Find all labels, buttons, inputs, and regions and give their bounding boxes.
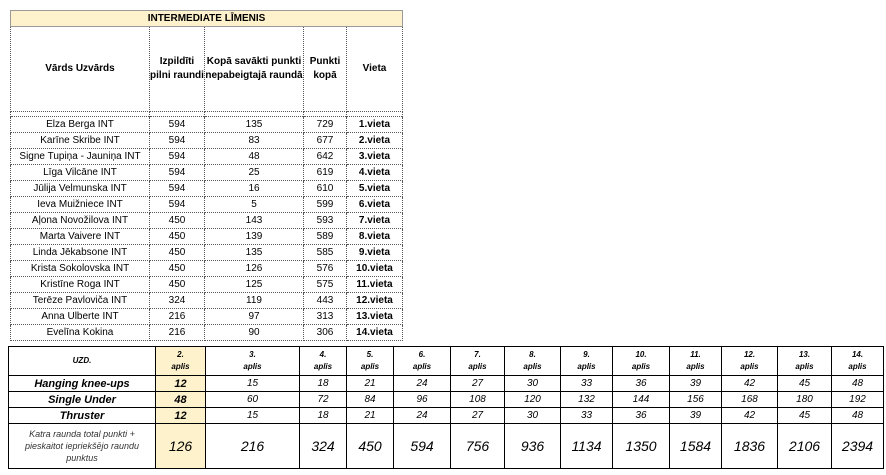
- header-partial-points: Kopā savākti punkti nepabeigtajā raundā: [205, 27, 304, 112]
- full-rounds-points: 594: [150, 149, 205, 165]
- round-header: [561, 347, 613, 376]
- rep-count: 192: [832, 392, 884, 408]
- exercise-name: Thruster: [9, 408, 156, 424]
- full-rounds-points: 594: [150, 181, 205, 197]
- round-total: 216: [206, 424, 300, 469]
- rep-count: 18: [300, 408, 347, 424]
- table-row: [11, 213, 403, 229]
- total-points: 642: [304, 149, 347, 165]
- total-points: 443: [304, 293, 347, 309]
- partial-round-points: 5: [205, 197, 304, 213]
- table-title: INTERMEDIATE LĪMENIS: [11, 11, 403, 27]
- partial-round-points: 119: [205, 293, 304, 309]
- place: 10.vieta: [347, 261, 403, 277]
- partial-round-points: 25: [205, 165, 304, 181]
- round-total: 936: [505, 424, 561, 469]
- participant-name: Kristīne Roga INT: [11, 277, 150, 293]
- full-rounds-points: 594: [150, 133, 205, 149]
- table-row: [11, 309, 403, 325]
- full-rounds-points: 216: [150, 325, 205, 341]
- participant-name: Karīne Skribe INT: [11, 133, 150, 149]
- place: 7.vieta: [347, 213, 403, 229]
- rep-count: 84: [347, 392, 394, 408]
- round-number: 9.: [583, 350, 590, 359]
- rounds-table: [8, 346, 884, 469]
- table-row: [11, 325, 403, 341]
- exercise-row: [9, 376, 884, 392]
- table-row: [11, 181, 403, 197]
- round-header: [206, 347, 300, 376]
- total-points: 677: [304, 133, 347, 149]
- round-header: [722, 347, 778, 376]
- table-row: [11, 133, 403, 149]
- rep-count: 42: [722, 376, 778, 392]
- table-row: [11, 197, 403, 213]
- participant-name: Marta Vaivere INT: [11, 229, 150, 245]
- total-points: 610: [304, 181, 347, 197]
- round-header: [613, 347, 670, 376]
- rep-count: 33: [561, 408, 613, 424]
- round-number: 12.: [743, 350, 756, 359]
- round-word: aplis: [686, 362, 705, 371]
- place: 1.vieta: [347, 117, 403, 133]
- rep-count: 15: [206, 376, 300, 392]
- partial-round-points: 16: [205, 181, 304, 197]
- participant-name: Līga Vilcāne INT: [11, 165, 150, 181]
- total-points: 576: [304, 261, 347, 277]
- place: 9.vieta: [347, 245, 403, 261]
- round-word: aplis: [171, 362, 190, 371]
- participant-name: Ieva Muižniece INT: [11, 197, 150, 213]
- exercise-name: Single Under: [9, 392, 156, 408]
- round-word: aplis: [795, 362, 814, 371]
- total-points: 306: [304, 325, 347, 341]
- total-points: 585: [304, 245, 347, 261]
- rep-count: 45: [778, 376, 832, 392]
- round-header: [156, 347, 206, 376]
- round-word: aplis: [313, 362, 333, 371]
- round-total: 1350: [613, 424, 670, 469]
- rep-count: 180: [778, 392, 832, 408]
- round-word: aplis: [577, 362, 596, 371]
- round-header: [670, 347, 722, 376]
- rep-count: 45: [778, 408, 832, 424]
- rep-count: 21: [347, 408, 394, 424]
- full-rounds-points: 450: [150, 261, 205, 277]
- table-row: [11, 229, 403, 245]
- rep-count: 168: [722, 392, 778, 408]
- round-total: 324: [300, 424, 347, 469]
- participant-name: Anna Ulberte INT: [11, 309, 150, 325]
- rep-count: 18: [300, 376, 347, 392]
- round-word: aplis: [243, 362, 262, 371]
- rep-count: 30: [505, 376, 561, 392]
- round-total: 2106: [778, 424, 832, 469]
- place: 5.vieta: [347, 181, 403, 197]
- rep-count: 24: [394, 408, 451, 424]
- participant-name: Krista Sokolovska INT: [11, 261, 150, 277]
- header-place: Vieta: [347, 27, 403, 112]
- rep-count: 48: [156, 392, 206, 408]
- round-total: 1836: [722, 424, 778, 469]
- round-word: aplis: [360, 362, 380, 371]
- full-rounds-points: 450: [150, 229, 205, 245]
- header-full-rounds: Izpildīti pilni raundi: [150, 27, 205, 112]
- round-number: 7.: [474, 350, 481, 359]
- full-rounds-points: 324: [150, 293, 205, 309]
- rep-count: 36: [613, 376, 670, 392]
- full-rounds-points: 594: [150, 165, 205, 181]
- place: 4.vieta: [347, 165, 403, 181]
- place: 3.vieta: [347, 149, 403, 165]
- full-rounds-points: 450: [150, 245, 205, 261]
- rep-count: 12: [156, 376, 206, 392]
- rep-count: 48: [832, 408, 884, 424]
- round-header: [505, 347, 561, 376]
- total-points: 313: [304, 309, 347, 325]
- participant-name: Signe Tupiņa - Jauniņa INT: [11, 149, 150, 165]
- full-rounds-points: 594: [150, 117, 205, 133]
- header-name: Vārds Uzvārds: [11, 27, 150, 112]
- table-row: [11, 165, 403, 181]
- participant-name: Aļona Novožilova INT: [11, 213, 150, 229]
- total-points: 729: [304, 117, 347, 133]
- rep-count: 39: [670, 408, 722, 424]
- table-row: [11, 277, 403, 293]
- totals-label: Katra raunda total punkti + pieskaitot iepriekšējo raundu punktus: [9, 424, 156, 469]
- round-number: 14.: [851, 350, 864, 359]
- rep-count: 144: [613, 392, 670, 408]
- rep-count: 15: [206, 408, 300, 424]
- round-total: 756: [451, 424, 505, 469]
- participant-name: Jūlija Velmunska INT: [11, 181, 150, 197]
- rep-count: 21: [347, 376, 394, 392]
- place: 2.vieta: [347, 133, 403, 149]
- round-header: [300, 347, 347, 376]
- table-row: [11, 149, 403, 165]
- partial-round-points: 83: [205, 133, 304, 149]
- full-rounds-points: 216: [150, 309, 205, 325]
- partial-round-points: 139: [205, 229, 304, 245]
- round-word: aplis: [848, 362, 867, 371]
- round-word: aplis: [523, 362, 542, 371]
- round-header: [451, 347, 505, 376]
- place: 8.vieta: [347, 229, 403, 245]
- rep-count: 72: [300, 392, 347, 408]
- round-number: 11.: [690, 350, 701, 359]
- partial-round-points: 90: [205, 325, 304, 341]
- participant-name: Elza Berga INT: [11, 117, 150, 133]
- partial-round-points: 135: [205, 245, 304, 261]
- header-row: [11, 27, 403, 112]
- table-row: [11, 117, 403, 133]
- standings-table: [10, 10, 403, 341]
- partial-round-points: 125: [205, 277, 304, 293]
- place: 12.vieta: [347, 293, 403, 309]
- rep-count: 60: [206, 392, 300, 408]
- total-points: 593: [304, 213, 347, 229]
- exercise-row: [9, 408, 884, 424]
- rep-count: 30: [505, 408, 561, 424]
- header-total-points: Punkti kopā: [304, 27, 347, 112]
- rep-count: 27: [451, 376, 505, 392]
- total-points: 619: [304, 165, 347, 181]
- partial-round-points: 126: [205, 261, 304, 277]
- round-number: 6.: [418, 350, 426, 359]
- participant-name: Terēze Pavloviča INT: [11, 293, 150, 309]
- place: 14.vieta: [347, 325, 403, 341]
- full-rounds-points: 450: [150, 213, 205, 229]
- exercise-row: [9, 392, 884, 408]
- rep-count: 96: [394, 392, 451, 408]
- table-row: [11, 261, 403, 277]
- place: 11.vieta: [347, 277, 403, 293]
- round-header: [778, 347, 832, 376]
- round-total: 1134: [561, 424, 613, 469]
- round-number: 4.: [319, 350, 327, 359]
- table-row: [11, 245, 403, 261]
- partial-round-points: 143: [205, 213, 304, 229]
- rep-count: 33: [561, 376, 613, 392]
- partial-round-points: 135: [205, 117, 304, 133]
- round-number: 13.: [798, 350, 811, 359]
- round-total: 594: [394, 424, 451, 469]
- round-header: [394, 347, 451, 376]
- full-rounds-points: 450: [150, 277, 205, 293]
- round-number: 10.: [635, 350, 647, 359]
- rep-count: 27: [451, 408, 505, 424]
- participant-name: Linda Jēkabsone INT: [11, 245, 150, 261]
- round-number: 5.: [366, 350, 374, 359]
- rep-count: 156: [670, 392, 722, 408]
- rep-count: 42: [722, 408, 778, 424]
- round-number: 2.: [177, 350, 184, 359]
- rep-count: 39: [670, 376, 722, 392]
- rep-count: 108: [451, 392, 505, 408]
- round-header: [832, 347, 884, 376]
- rep-count: 36: [613, 408, 670, 424]
- total-points: 575: [304, 277, 347, 293]
- round-word: aplis: [468, 362, 487, 371]
- full-rounds-points: 594: [150, 197, 205, 213]
- partial-round-points: 97: [205, 309, 304, 325]
- round-number: 3.: [249, 350, 256, 359]
- table-row: [11, 293, 403, 309]
- round-total: 126: [156, 424, 206, 469]
- round-word: aplis: [740, 362, 759, 371]
- round-number: 8.: [529, 350, 536, 359]
- place: 6.vieta: [347, 197, 403, 213]
- round-header: [347, 347, 394, 376]
- partial-round-points: 48: [205, 149, 304, 165]
- round-word: aplis: [631, 362, 651, 371]
- round-total: 450: [347, 424, 394, 469]
- place: 13.vieta: [347, 309, 403, 325]
- participant-name: Evelīna Kokina: [11, 325, 150, 341]
- total-points: 599: [304, 197, 347, 213]
- rep-count: 12: [156, 408, 206, 424]
- round-total: 2394: [832, 424, 884, 469]
- round-word: aplis: [412, 362, 432, 371]
- rounds-header-row: [9, 347, 884, 376]
- rep-count: 132: [561, 392, 613, 408]
- rep-count: 48: [832, 376, 884, 392]
- total-points: 589: [304, 229, 347, 245]
- rep-count: 120: [505, 392, 561, 408]
- rep-count: 24: [394, 376, 451, 392]
- round-total: 1584: [670, 424, 722, 469]
- exercise-name: Hanging knee-ups: [9, 376, 156, 392]
- uzd-label: UZD.: [9, 347, 156, 376]
- totals-row: [9, 424, 884, 469]
